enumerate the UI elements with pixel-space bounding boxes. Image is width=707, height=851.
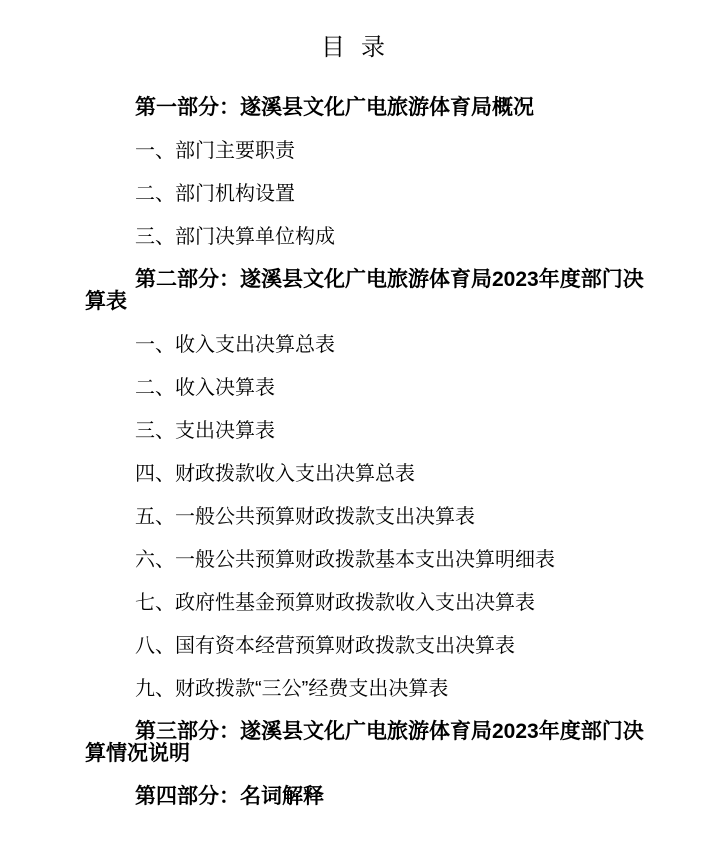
- toc-line: 一、部门主要职责: [135, 140, 295, 162]
- toc-line: 三、支出决算表: [135, 420, 275, 442]
- toc-line: 第三部分：遂溪县文化广电旅游体育局2023年度部门决: [135, 720, 644, 743]
- toc-item: [85, 463, 622, 485]
- toc-line: 算情况说明: [85, 742, 190, 765]
- toc-item: [85, 183, 622, 205]
- toc-line: 第四部分：名词解释: [135, 785, 324, 808]
- toc-line: 八、国有资本经营预算财政拨款支出决算表: [135, 635, 515, 657]
- toc-line: 五、一般公共预算财政拨款支出决算表: [135, 506, 475, 528]
- toc-line: 第二部分：遂溪县文化广电旅游体育局2023年度部门决: [135, 268, 644, 291]
- toc-section-heading: [85, 268, 644, 313]
- toc-item: [85, 635, 622, 657]
- toc-section-heading: [85, 97, 622, 119]
- toc-item: [85, 549, 622, 571]
- toc-item: [85, 678, 622, 700]
- toc-line: 六、一般公共预算财政拨款基本支出决算明细表: [135, 549, 555, 571]
- toc-line: 一、收入支出决算总表: [135, 334, 335, 356]
- toc-line: 二、部门机构设置: [135, 183, 295, 205]
- toc-line: 九、财政拨款“三公”经费支出决算表: [135, 678, 449, 700]
- toc-item: [85, 140, 622, 162]
- toc-item: [85, 226, 622, 248]
- toc-line: 三、部门决算单位构成: [135, 226, 335, 248]
- toc-item: [85, 377, 622, 399]
- toc-list: [85, 96, 644, 808]
- toc-item: [85, 592, 622, 614]
- page-title: 目 录: [321, 35, 386, 61]
- toc-line: 四、财政拨款收入支出决算总表: [135, 463, 415, 485]
- toc-section-heading: [85, 786, 622, 808]
- toc-item: [85, 334, 622, 356]
- toc-line: 二、收入决算表: [135, 377, 275, 399]
- toc-item: [85, 420, 622, 442]
- toc-item: [85, 506, 622, 528]
- toc-section-heading: [85, 720, 644, 765]
- toc-line: 算表: [85, 290, 127, 313]
- toc-line: 七、政府性基金预算财政拨款收入支出决算表: [135, 592, 535, 614]
- toc-line: 第一部分：遂溪县文化广电旅游体育局概况: [135, 96, 534, 119]
